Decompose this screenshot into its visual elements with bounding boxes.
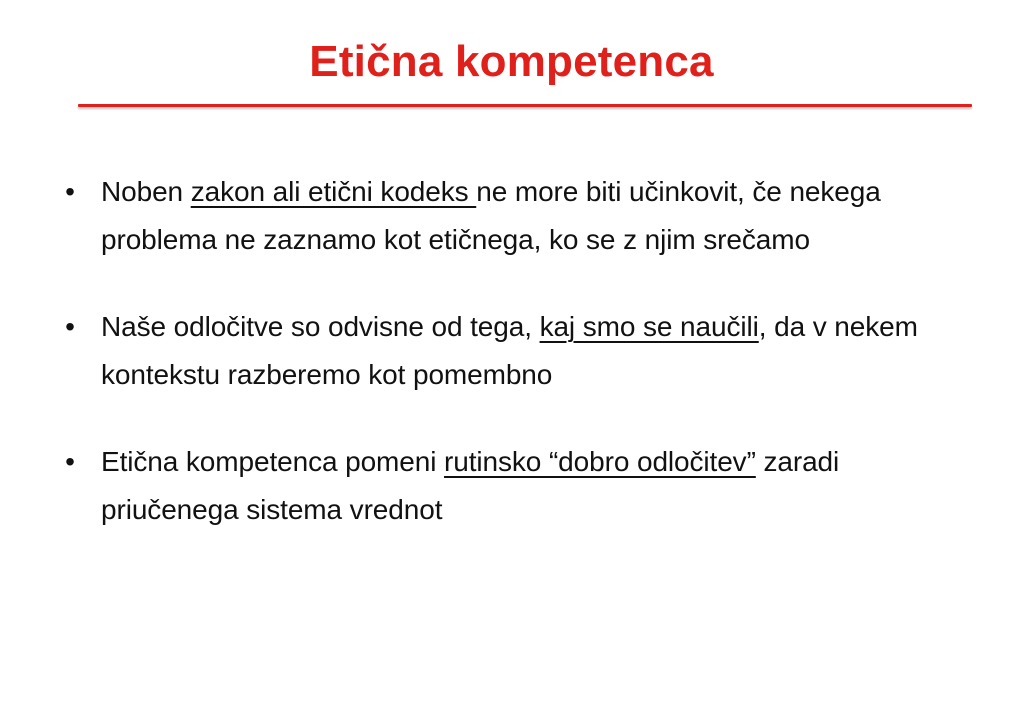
bullet-text-plain: Naše odločitve so odvisne od tega, [101,311,540,342]
bullet-item [60,168,960,264]
title-underline-rule [78,104,972,107]
bullet-text-plain: Etična kompetenca pomeni [101,446,445,477]
bullet-icon: • [65,446,75,477]
bullet-text-underlined: kaj smo se naučili [539,311,759,342]
bullet-text-underlined: zakon ali etični kodeks [190,176,477,207]
bullet-icon: • [65,311,75,342]
bullet-text [101,446,839,525]
bullet-text-plain: ne more biti učinkovit, če nekega problema ne zaznamo kot etičnega, ko se z njim srečamo [101,176,881,255]
bullet-list [60,168,960,573]
bullet-text-plain: , da v nekem kontekstu razberemo kot pomembno [101,311,918,390]
slide-title: Etična kompetenca [309,37,714,86]
bullet-text [101,176,881,255]
bullet-item [60,303,960,399]
bullet-text [101,311,918,390]
bullet-text-plain: zaradi priučenega sistema vrednot [101,446,840,525]
bullet-text-plain: Noben [101,176,191,207]
bullet-item [60,438,960,534]
bullet-icon: • [65,176,75,207]
bullet-text-underlined: rutinsko “dobro odločitev” [444,446,756,477]
